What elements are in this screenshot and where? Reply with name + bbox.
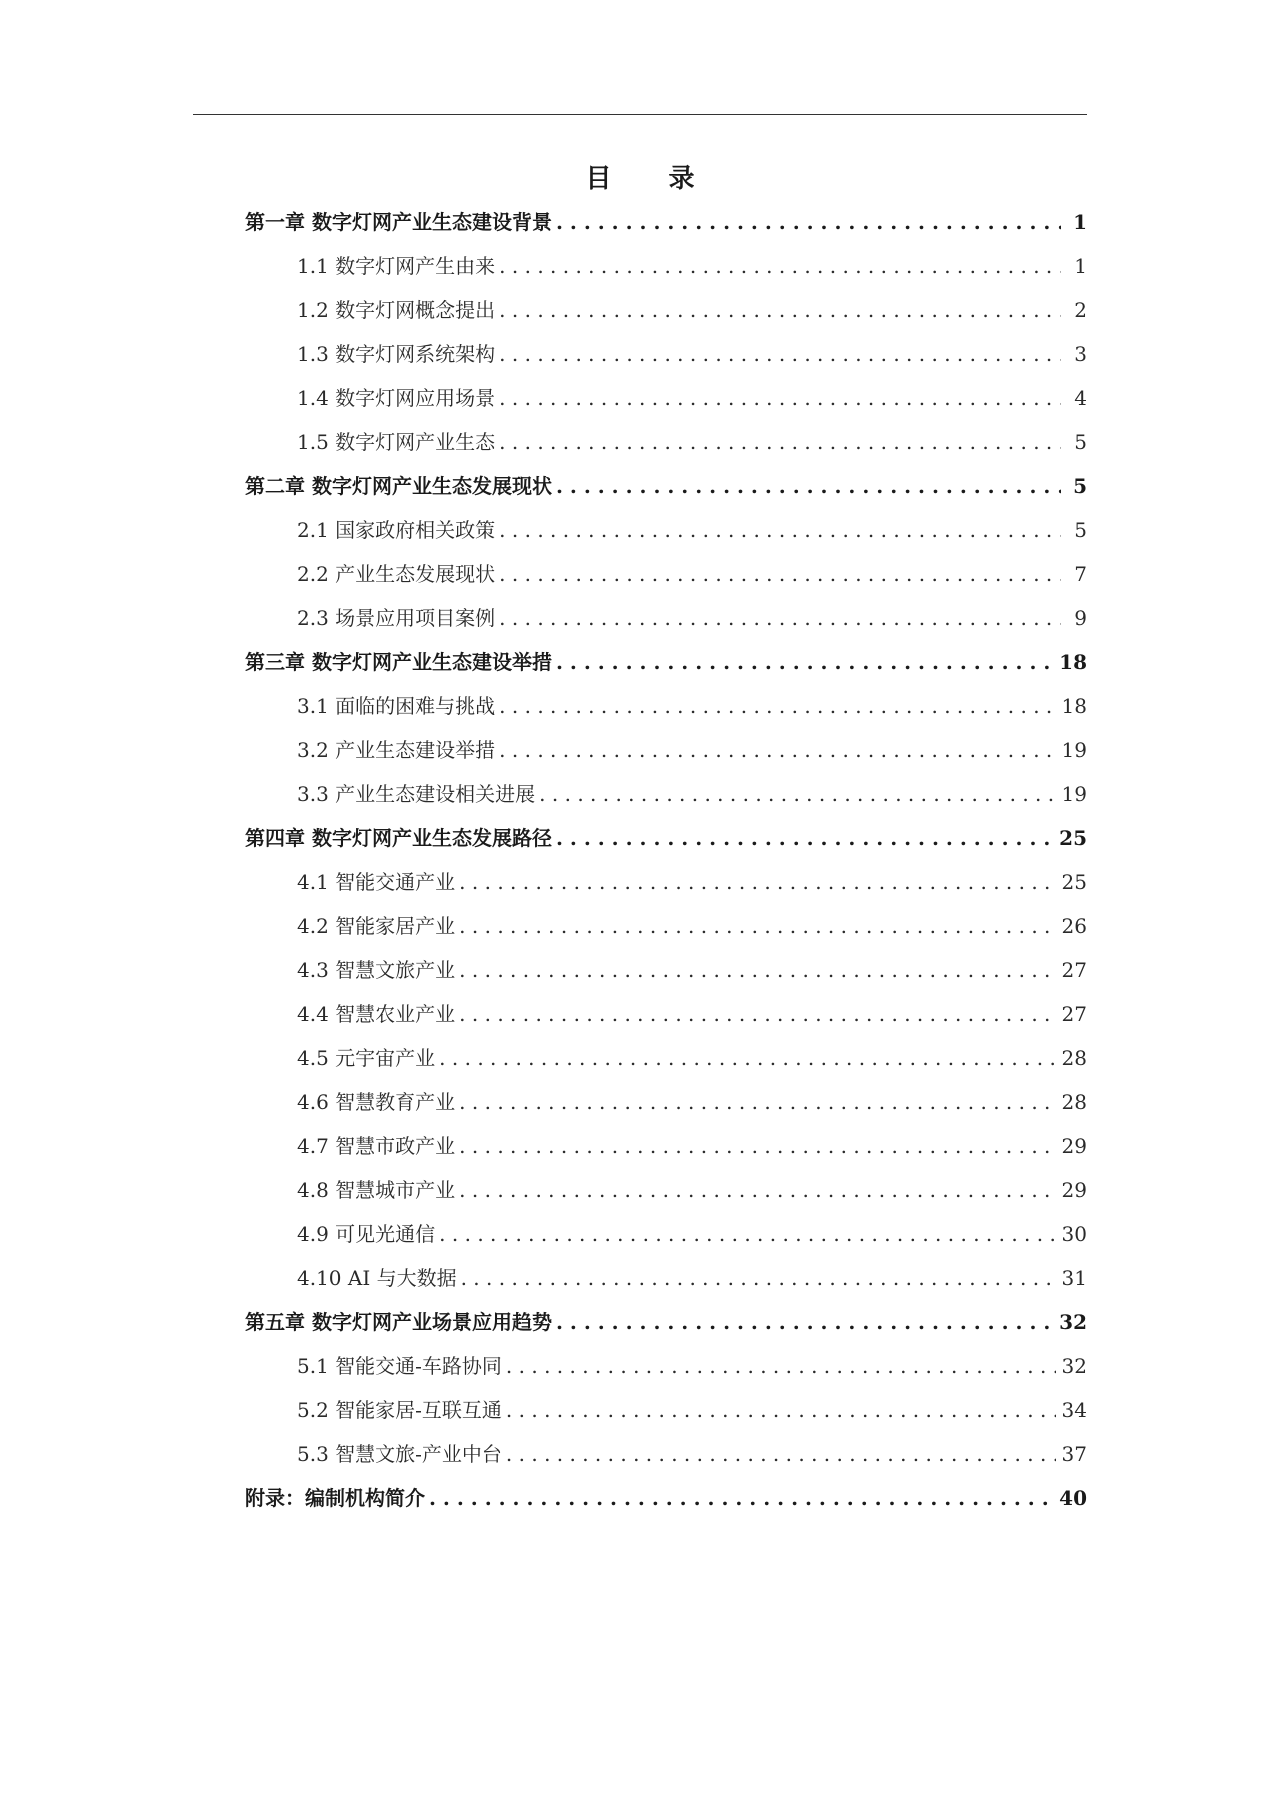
toc-leader-dots xyxy=(499,376,1061,420)
toc-entry-page: 32 xyxy=(1061,1354,1087,1378)
toc-leader-dots xyxy=(556,816,1053,860)
toc-leader-dots xyxy=(461,1256,1056,1300)
toc-entry-label: 4.9 可见光通信 xyxy=(297,1222,436,1246)
toc-leader-dots xyxy=(459,860,1055,904)
toc-leader-dots xyxy=(499,684,1055,728)
toc-entry-page: 3 xyxy=(1074,342,1087,366)
toc-entry-section[interactable] xyxy=(245,1256,1087,1300)
toc-entry-page: 7 xyxy=(1074,562,1087,586)
toc-leader-dots xyxy=(499,552,1061,596)
toc-entry-label: 4.3 智慧文旅产业 xyxy=(297,958,456,982)
toc-entry-section[interactable] xyxy=(245,948,1087,992)
toc-entry-label: 4.4 智慧农业产业 xyxy=(297,1002,456,1026)
toc-entry-section[interactable] xyxy=(245,860,1087,904)
toc-entry-page: 5 xyxy=(1074,518,1087,542)
toc-entry-label: 3.2 产业生态建设举措 xyxy=(297,738,496,762)
toc-entry-label: 5.1 智能交通-车路协同 xyxy=(297,1354,502,1378)
toc-leader-dots xyxy=(499,508,1061,552)
toc-leader-dots xyxy=(429,1476,1053,1520)
toc-entry-section[interactable] xyxy=(245,288,1087,332)
toc-entry-page: 37 xyxy=(1061,1442,1087,1466)
toc-entry-section[interactable] xyxy=(245,332,1087,376)
toc-entry-label: 1.5 数字灯网产业生态 xyxy=(297,430,496,454)
toc-entry-section[interactable] xyxy=(245,244,1087,288)
toc-entry-section[interactable] xyxy=(245,772,1087,816)
table-of-contents xyxy=(245,200,1087,1520)
toc-leader-dots xyxy=(459,992,1055,1036)
toc-entry-section[interactable] xyxy=(245,1388,1087,1432)
toc-entry-page: 4 xyxy=(1074,386,1087,410)
toc-entry-page: 26 xyxy=(1061,914,1087,938)
toc-entry-page: 25 xyxy=(1061,870,1087,894)
toc-leader-dots xyxy=(459,1080,1055,1124)
toc-entry-chapter[interactable] xyxy=(245,640,1087,684)
toc-entry-page: 1 xyxy=(1073,210,1087,234)
toc-entry-page: 18 xyxy=(1059,650,1087,674)
toc-entry-chapter[interactable] xyxy=(245,464,1087,508)
toc-leader-dots xyxy=(439,1212,1055,1256)
toc-entry-chapter[interactable] xyxy=(245,816,1087,860)
toc-entry-page: 27 xyxy=(1061,1002,1087,1026)
toc-entry-section[interactable] xyxy=(245,376,1087,420)
toc-entry-page: 31 xyxy=(1061,1266,1087,1290)
toc-entry-label: 4.1 智能交通产业 xyxy=(297,870,456,894)
toc-entry-section[interactable] xyxy=(245,1124,1087,1168)
toc-entry-section[interactable] xyxy=(245,684,1087,728)
toc-leader-dots xyxy=(499,596,1061,640)
toc-entry-section[interactable] xyxy=(245,1432,1087,1476)
toc-entry-chapter[interactable] xyxy=(245,1476,1087,1520)
toc-entry-page: 34 xyxy=(1061,1398,1087,1422)
toc-leader-dots xyxy=(556,640,1053,684)
toc-entry-label: 5.2 智能家居-互联互通 xyxy=(297,1398,502,1422)
toc-entry-label: 4.10 AI 与大数据 xyxy=(297,1266,457,1290)
toc-entry-section[interactable] xyxy=(245,1036,1087,1080)
toc-entry-page: 9 xyxy=(1074,606,1087,630)
toc-entry-section[interactable] xyxy=(245,1344,1087,1388)
page-title: 目 录 xyxy=(585,164,719,194)
toc-entry-section[interactable] xyxy=(245,728,1087,772)
toc-leader-dots xyxy=(556,200,1061,244)
toc-entry-page: 19 xyxy=(1061,738,1087,762)
toc-leader-dots xyxy=(499,420,1061,464)
toc-entry-page: 27 xyxy=(1061,958,1087,982)
toc-entry-label: 第二章 数字灯网产业生态发展现状 xyxy=(245,474,552,498)
toc-entry-label: 4.2 智能家居产业 xyxy=(297,914,456,938)
toc-entry-label: 附录：编制机构简介 xyxy=(245,1486,425,1510)
toc-leader-dots xyxy=(499,288,1061,332)
toc-entry-section[interactable] xyxy=(245,552,1087,596)
toc-leader-dots xyxy=(459,1124,1055,1168)
toc-entry-label: 第五章 数字灯网产业场景应用趋势 xyxy=(245,1310,552,1334)
toc-entry-label: 3.3 产业生态建设相关进展 xyxy=(297,782,536,806)
toc-entry-page: 25 xyxy=(1059,826,1087,850)
toc-entry-section[interactable] xyxy=(245,1212,1087,1256)
toc-entry-label: 3.1 面临的困难与挑战 xyxy=(297,694,496,718)
toc-leader-dots xyxy=(459,1168,1055,1212)
toc-entry-page: 5 xyxy=(1073,474,1087,498)
toc-leader-dots xyxy=(556,464,1061,508)
toc-entry-section[interactable] xyxy=(245,420,1087,464)
toc-entry-label: 1.4 数字灯网应用场景 xyxy=(297,386,496,410)
toc-entry-page: 1 xyxy=(1074,254,1087,278)
toc-entry-page: 2 xyxy=(1074,298,1087,322)
toc-entry-page: 18 xyxy=(1061,694,1087,718)
toc-entry-label: 2.2 产业生态发展现状 xyxy=(297,562,496,586)
toc-leader-dots xyxy=(459,904,1055,948)
toc-entry-section[interactable] xyxy=(245,992,1087,1036)
toc-entry-label: 2.1 国家政府相关政策 xyxy=(297,518,496,542)
toc-leader-dots xyxy=(459,948,1055,992)
toc-leader-dots xyxy=(506,1388,1056,1432)
toc-leader-dots xyxy=(439,1036,1055,1080)
toc-entry-label: 2.3 场景应用项目案例 xyxy=(297,606,496,630)
toc-entry-page: 29 xyxy=(1061,1178,1087,1202)
toc-entry-page: 19 xyxy=(1061,782,1087,806)
toc-entry-label: 4.8 智慧城市产业 xyxy=(297,1178,456,1202)
toc-leader-dots xyxy=(499,244,1061,288)
toc-entry-label: 5.3 智慧文旅-产业中台 xyxy=(297,1442,502,1466)
toc-entry-section[interactable] xyxy=(245,1168,1087,1212)
toc-leader-dots xyxy=(506,1432,1056,1476)
header-rule xyxy=(193,114,1087,115)
toc-entry-page: 30 xyxy=(1061,1222,1087,1246)
toc-entry-label: 1.2 数字灯网概念提出 xyxy=(297,298,496,322)
toc-entry-section[interactable] xyxy=(245,904,1087,948)
toc-entry-page: 5 xyxy=(1074,430,1087,454)
toc-leader-dots xyxy=(556,1300,1053,1344)
toc-entry-section[interactable] xyxy=(245,596,1087,640)
toc-entry-label: 1.3 数字灯网系统架构 xyxy=(297,342,496,366)
toc-entry-label: 第三章 数字灯网产业生态建设举措 xyxy=(245,650,552,674)
toc-leader-dots xyxy=(499,332,1061,376)
toc-entry-page: 40 xyxy=(1059,1486,1087,1510)
toc-entry-label: 4.6 智慧教育产业 xyxy=(297,1090,456,1114)
toc-entry-page: 29 xyxy=(1061,1134,1087,1158)
toc-entry-page: 28 xyxy=(1061,1090,1087,1114)
toc-leader-dots xyxy=(499,728,1055,772)
toc-entry-section[interactable] xyxy=(245,508,1087,552)
toc-entry-chapter[interactable] xyxy=(245,1300,1087,1344)
toc-entry-label: 1.1 数字灯网产生由来 xyxy=(297,254,496,278)
toc-entry-section[interactable] xyxy=(245,1080,1087,1124)
toc-entry-label: 第四章 数字灯网产业生态发展路径 xyxy=(245,826,552,850)
toc-leader-dots xyxy=(506,1344,1056,1388)
toc-entry-chapter[interactable] xyxy=(245,200,1087,244)
toc-entry-page: 32 xyxy=(1059,1310,1087,1334)
toc-entry-label: 第一章 数字灯网产业生态建设背景 xyxy=(245,210,552,234)
toc-entry-label: 4.5 元宇宙产业 xyxy=(297,1046,436,1070)
toc-leader-dots xyxy=(539,772,1055,816)
toc-entry-page: 28 xyxy=(1061,1046,1087,1070)
toc-entry-label: 4.7 智慧市政产业 xyxy=(297,1134,456,1158)
